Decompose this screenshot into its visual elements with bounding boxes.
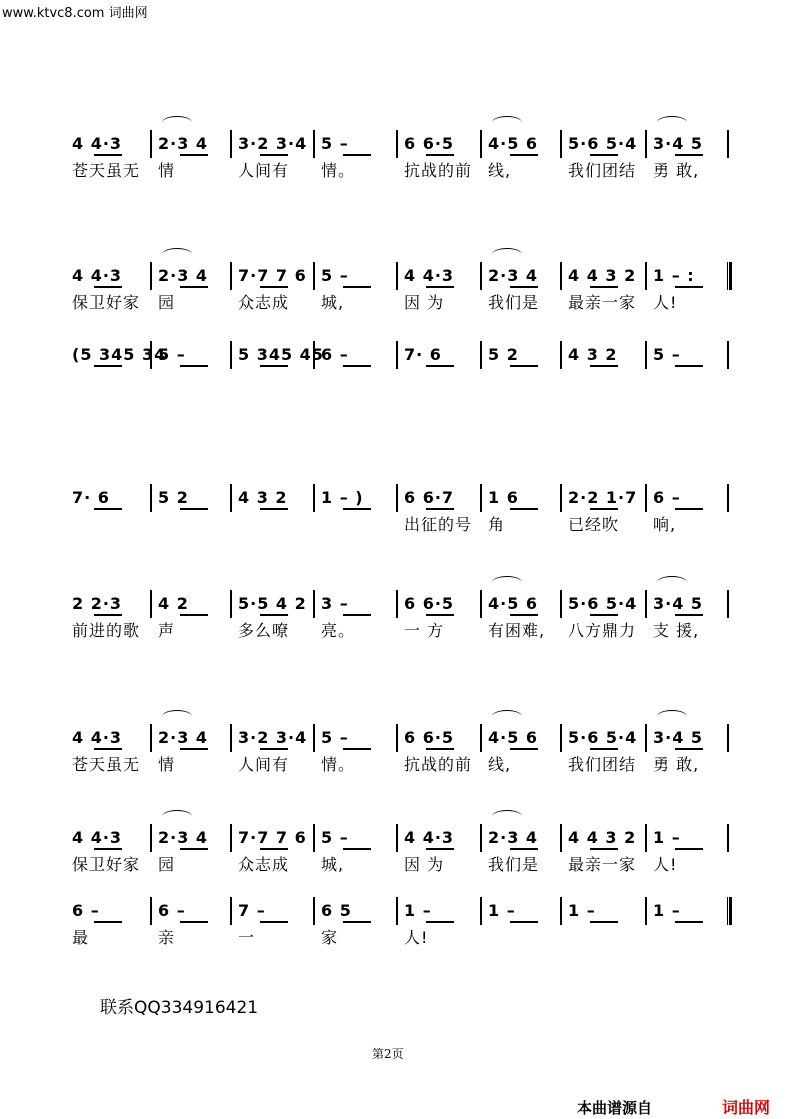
measure-notes: 6 6·5 bbox=[404, 594, 455, 613]
lyric-text: 出征的号 bbox=[404, 515, 473, 534]
barline bbox=[230, 897, 232, 925]
lyric-text: 人间有 bbox=[238, 755, 290, 774]
lyric-text: 线, bbox=[488, 161, 512, 180]
score-system bbox=[0, 341, 790, 441]
measure-notes: 6 6·5 bbox=[404, 134, 455, 153]
measure-notes: 5·6 5·4 bbox=[568, 728, 638, 747]
measure-notes: 6 – bbox=[158, 901, 186, 920]
lyric-text: 抗战的前 bbox=[404, 755, 473, 774]
beam-underline bbox=[94, 365, 122, 367]
lyric-text: 情。 bbox=[321, 161, 356, 180]
measure-notes: 5 2 bbox=[488, 345, 519, 364]
lyric-text: 抗战的前 bbox=[404, 161, 473, 180]
beam-underline bbox=[675, 614, 703, 616]
lyric-text: 一 bbox=[238, 928, 256, 947]
slur-arc bbox=[492, 810, 522, 823]
measure-notes: 4·5 6 bbox=[488, 134, 539, 153]
barline bbox=[645, 724, 647, 752]
measure-notes: 4 2 bbox=[158, 594, 189, 613]
measure-notes: 6 – bbox=[321, 345, 349, 364]
measure-notes: 4 4·3 bbox=[72, 266, 123, 285]
slur-arc bbox=[162, 710, 192, 723]
beam-underline bbox=[343, 748, 371, 750]
measure-notes: 4 4·3 bbox=[72, 728, 123, 747]
lyric-text: 最亲一家 bbox=[568, 293, 637, 312]
barline bbox=[727, 130, 729, 158]
lyric-text: 前进的歌 bbox=[72, 621, 141, 640]
beam-underline bbox=[94, 286, 122, 288]
barline bbox=[645, 262, 647, 290]
lyric-text: 我们是 bbox=[488, 293, 540, 312]
lyric-text: 有困难, bbox=[488, 621, 546, 640]
lyric-text: 多么嘹 bbox=[238, 621, 290, 640]
beam-underline bbox=[675, 748, 703, 750]
measure-notes: 2·3 4 bbox=[158, 134, 209, 153]
barline bbox=[150, 484, 152, 512]
measure-notes: 5·6 5·4 bbox=[568, 134, 638, 153]
barline bbox=[727, 590, 729, 618]
lyric-text: 人! bbox=[404, 928, 429, 947]
beam-underline bbox=[510, 508, 538, 510]
barline bbox=[560, 130, 562, 158]
barline bbox=[396, 590, 398, 618]
beam-underline bbox=[675, 286, 703, 288]
measure-notes: 5 – bbox=[321, 134, 349, 153]
beam-underline bbox=[426, 365, 454, 367]
barline bbox=[480, 590, 482, 618]
lyric-text: 我们是 bbox=[488, 855, 540, 874]
beam-underline bbox=[260, 508, 288, 510]
beam-underline bbox=[675, 921, 703, 923]
lyric-text: 一 方 bbox=[404, 621, 445, 640]
measure-notes: 6 – bbox=[653, 488, 681, 507]
score-system bbox=[0, 724, 790, 824]
beam-underline bbox=[94, 748, 122, 750]
barline bbox=[727, 824, 729, 852]
beam-underline bbox=[260, 286, 288, 288]
barline bbox=[480, 341, 482, 369]
beam-underline bbox=[260, 614, 288, 616]
measure-notes: 7· 6 bbox=[404, 345, 442, 364]
measure-notes: 7·7 7 6 bbox=[238, 266, 307, 285]
measure-notes: 1 – bbox=[653, 901, 681, 920]
barline bbox=[727, 724, 729, 752]
measure-notes: 3·4 5 bbox=[653, 134, 704, 153]
beam-underline bbox=[180, 508, 208, 510]
measure-notes: 4 4 3 2 bbox=[568, 828, 637, 847]
beam-underline bbox=[343, 365, 371, 367]
lyric-text: 因 为 bbox=[404, 855, 445, 874]
barline bbox=[230, 484, 232, 512]
barline bbox=[396, 724, 398, 752]
measure-notes: 2·3 4 bbox=[158, 728, 209, 747]
beam-underline bbox=[675, 848, 703, 850]
barline bbox=[230, 262, 232, 290]
beam-underline bbox=[343, 286, 371, 288]
beam-underline bbox=[180, 921, 208, 923]
measure-notes: 4 4·3 bbox=[72, 828, 123, 847]
barline bbox=[313, 897, 315, 925]
measure-notes: 6 5 bbox=[321, 901, 352, 920]
barline bbox=[313, 590, 315, 618]
measure-notes: 4 3 2 bbox=[568, 345, 618, 364]
measure-notes: 3·2 3·4 bbox=[238, 728, 308, 747]
beam-underline bbox=[343, 154, 371, 156]
score-system bbox=[0, 590, 790, 690]
contact-text: 联系QQ334916421 bbox=[100, 998, 259, 1018]
beam-underline bbox=[675, 154, 703, 156]
barline bbox=[150, 262, 152, 290]
slur-arc bbox=[657, 576, 687, 589]
measure-notes: 5 2 bbox=[158, 488, 189, 507]
beam-underline bbox=[590, 154, 618, 156]
measure-notes: 5·6 5·4 bbox=[568, 594, 638, 613]
barline bbox=[150, 824, 152, 852]
lyric-text: 保卫好家 bbox=[72, 293, 141, 312]
lyric-text: 众志成 bbox=[238, 855, 290, 874]
beam-underline bbox=[510, 748, 538, 750]
barline bbox=[230, 130, 232, 158]
measure-notes: 3·4 5 bbox=[653, 594, 704, 613]
slur-arc bbox=[657, 710, 687, 723]
lyric-text: 最 bbox=[72, 928, 90, 947]
beam-underline bbox=[590, 748, 618, 750]
measure-notes: 5·5 4 2 bbox=[238, 594, 307, 613]
page-number: 第2页 bbox=[372, 1047, 404, 1061]
beam-underline bbox=[510, 921, 538, 923]
measure-notes: 5 – bbox=[653, 345, 681, 364]
measure-notes: 7·7 7 6 bbox=[238, 828, 307, 847]
lyric-text: 八方鼎力 bbox=[568, 621, 637, 640]
measure-notes: 6 – bbox=[72, 901, 100, 920]
lyric-text: 我们团结 bbox=[568, 161, 637, 180]
beam-underline bbox=[94, 614, 122, 616]
barline bbox=[480, 130, 482, 158]
measure-notes: 5 – bbox=[321, 828, 349, 847]
beam-underline bbox=[94, 154, 122, 156]
measure-notes: 2·3 4 bbox=[158, 828, 209, 847]
measure-notes: 1 – bbox=[568, 901, 596, 920]
beam-underline bbox=[590, 286, 618, 288]
barline bbox=[150, 724, 152, 752]
beam-underline bbox=[180, 748, 208, 750]
slur-arc bbox=[162, 116, 192, 129]
measure-notes: 4·5 6 bbox=[488, 728, 539, 747]
beam-underline bbox=[180, 848, 208, 850]
beam-underline bbox=[426, 921, 454, 923]
barline bbox=[313, 724, 315, 752]
slur-arc bbox=[492, 710, 522, 723]
beam-underline bbox=[426, 286, 454, 288]
beam-underline bbox=[94, 508, 122, 510]
measure-notes: 5 – bbox=[321, 266, 349, 285]
lyric-text: 已经吹 bbox=[568, 515, 620, 534]
beam-underline bbox=[260, 154, 288, 156]
beam-underline bbox=[426, 614, 454, 616]
barline bbox=[560, 341, 562, 369]
barline bbox=[396, 824, 398, 852]
beam-underline bbox=[94, 848, 122, 850]
barline bbox=[560, 824, 562, 852]
barline bbox=[396, 341, 398, 369]
beam-underline bbox=[675, 365, 703, 367]
barline bbox=[727, 262, 732, 290]
lyric-text: 我们团结 bbox=[568, 755, 637, 774]
beam-underline bbox=[590, 921, 618, 923]
barline bbox=[150, 590, 152, 618]
measure-notes: 2 2·3 bbox=[72, 594, 123, 613]
lyric-text: 人! bbox=[653, 855, 678, 874]
lyric-text: 情 bbox=[158, 755, 176, 774]
barline bbox=[560, 897, 562, 925]
measure-notes: 1 – : bbox=[653, 266, 695, 285]
lyric-text: 因 为 bbox=[404, 293, 445, 312]
beam-underline bbox=[590, 614, 618, 616]
measure-notes: (5 345 34 bbox=[72, 345, 167, 364]
measure-notes: 5 – bbox=[158, 345, 186, 364]
measure-notes: 3·4 5 bbox=[653, 728, 704, 747]
score-system bbox=[0, 130, 790, 230]
beam-underline bbox=[343, 848, 371, 850]
slur-arc bbox=[657, 116, 687, 129]
barline bbox=[645, 130, 647, 158]
beam-underline bbox=[426, 154, 454, 156]
score-system bbox=[0, 897, 790, 997]
lyric-text: 苍天虽无 bbox=[72, 755, 141, 774]
barline bbox=[150, 130, 152, 158]
lyric-text: 情。 bbox=[321, 755, 356, 774]
lyric-text: 最亲一家 bbox=[568, 855, 637, 874]
measure-notes: 1 – bbox=[488, 901, 516, 920]
lyric-text: 响, bbox=[653, 515, 677, 534]
beam-underline bbox=[675, 508, 703, 510]
lyric-text: 人! bbox=[653, 293, 678, 312]
measure-notes: 7· 6 bbox=[72, 488, 110, 507]
barline bbox=[230, 341, 232, 369]
barline bbox=[396, 262, 398, 290]
barline bbox=[560, 262, 562, 290]
barline bbox=[560, 484, 562, 512]
barline bbox=[560, 590, 562, 618]
barline bbox=[645, 897, 647, 925]
barline bbox=[727, 341, 729, 369]
lyric-text: 勇 敢, bbox=[653, 755, 700, 774]
barline bbox=[560, 724, 562, 752]
measure-notes: 4 4 3 2 bbox=[568, 266, 637, 285]
lyric-text: 人间有 bbox=[238, 161, 290, 180]
lyric-text: 城, bbox=[321, 293, 345, 312]
barline bbox=[230, 824, 232, 852]
lyric-text: 苍天虽无 bbox=[72, 161, 141, 180]
slur-arc bbox=[492, 248, 522, 261]
measure-notes: 5 – bbox=[321, 728, 349, 747]
beam-underline bbox=[260, 848, 288, 850]
source-label: 本曲谱源自 bbox=[577, 1099, 653, 1117]
measure-notes: 6 6·5 bbox=[404, 728, 455, 747]
beam-underline bbox=[426, 748, 454, 750]
beam-underline bbox=[180, 286, 208, 288]
beam-underline bbox=[510, 365, 538, 367]
lyric-text: 情 bbox=[158, 161, 176, 180]
barline bbox=[480, 724, 482, 752]
measure-notes: 2·2 1·7 bbox=[568, 488, 638, 507]
barline bbox=[480, 897, 482, 925]
lyric-text: 园 bbox=[158, 293, 176, 312]
lyric-text: 众志成 bbox=[238, 293, 290, 312]
barline bbox=[313, 484, 315, 512]
barline bbox=[480, 824, 482, 852]
barline bbox=[645, 484, 647, 512]
slur-arc bbox=[162, 248, 192, 261]
barline bbox=[727, 484, 729, 512]
beam-underline bbox=[510, 848, 538, 850]
beam-underline bbox=[260, 921, 288, 923]
beam-underline bbox=[426, 848, 454, 850]
beam-underline bbox=[343, 921, 371, 923]
lyric-text: 支 援, bbox=[653, 621, 700, 640]
lyric-text: 亲 bbox=[158, 928, 176, 947]
measure-notes: 6 6·7 bbox=[404, 488, 455, 507]
measure-notes: 4 4·3 bbox=[404, 828, 455, 847]
beam-underline bbox=[343, 508, 371, 510]
barline bbox=[313, 262, 315, 290]
slur-arc bbox=[162, 810, 192, 823]
measure-notes: 2·3 4 bbox=[488, 266, 539, 285]
lyric-text: 角 bbox=[488, 515, 506, 534]
score-system bbox=[0, 484, 790, 584]
beam-underline bbox=[510, 286, 538, 288]
barline bbox=[396, 484, 398, 512]
lyric-text: 园 bbox=[158, 855, 176, 874]
beam-underline bbox=[510, 154, 538, 156]
slur-arc bbox=[492, 116, 522, 129]
lyric-text: 保卫好家 bbox=[72, 855, 141, 874]
barline bbox=[396, 897, 398, 925]
barline bbox=[230, 590, 232, 618]
beam-underline bbox=[260, 748, 288, 750]
site-logo: 词曲网 bbox=[722, 1098, 771, 1117]
measure-notes: 1 6 bbox=[488, 488, 519, 507]
measure-notes: 1 – bbox=[653, 828, 681, 847]
measure-notes: 4 3 2 bbox=[238, 488, 288, 507]
barline bbox=[313, 824, 315, 852]
barline bbox=[645, 824, 647, 852]
barline bbox=[480, 484, 482, 512]
beam-underline bbox=[180, 154, 208, 156]
barline bbox=[150, 897, 152, 925]
beam-underline bbox=[510, 614, 538, 616]
beam-underline bbox=[590, 848, 618, 850]
measure-notes: 4 4·3 bbox=[72, 134, 123, 153]
lyric-text: 声 bbox=[158, 621, 176, 640]
barline bbox=[480, 262, 482, 290]
measure-notes: 3·2 3·4 bbox=[238, 134, 308, 153]
beam-underline bbox=[180, 365, 208, 367]
beam-underline bbox=[426, 508, 454, 510]
lyric-text: 城, bbox=[321, 855, 345, 874]
beam-underline bbox=[343, 614, 371, 616]
beam-underline bbox=[94, 921, 122, 923]
lyric-text: 勇 敢, bbox=[653, 161, 700, 180]
beam-underline bbox=[590, 365, 618, 367]
lyric-text: 线, bbox=[488, 755, 512, 774]
barline bbox=[396, 130, 398, 158]
measure-notes: 4·5 6 bbox=[488, 594, 539, 613]
barline bbox=[313, 130, 315, 158]
measure-notes: 1 – bbox=[404, 901, 432, 920]
barline bbox=[645, 590, 647, 618]
barline bbox=[645, 341, 647, 369]
site-header: www.ktvc8.com 词曲网 bbox=[2, 6, 148, 21]
beam-underline bbox=[260, 365, 288, 367]
measure-notes: 3 – bbox=[321, 594, 349, 613]
lyric-text: 家 bbox=[321, 928, 339, 947]
measure-notes: 5 345 45 bbox=[238, 345, 324, 364]
barline bbox=[727, 897, 732, 925]
lyric-text: 亮。 bbox=[321, 621, 356, 640]
measure-notes: 2·3 4 bbox=[488, 828, 539, 847]
beam-underline bbox=[590, 508, 618, 510]
measure-notes: 7 – bbox=[238, 901, 266, 920]
barline bbox=[230, 724, 232, 752]
beam-underline bbox=[180, 614, 208, 616]
measure-notes: 2·3 4 bbox=[158, 266, 209, 285]
slur-arc bbox=[492, 576, 522, 589]
measure-notes: 1 – ) bbox=[321, 488, 364, 507]
measure-notes: 4 4·3 bbox=[404, 266, 455, 285]
